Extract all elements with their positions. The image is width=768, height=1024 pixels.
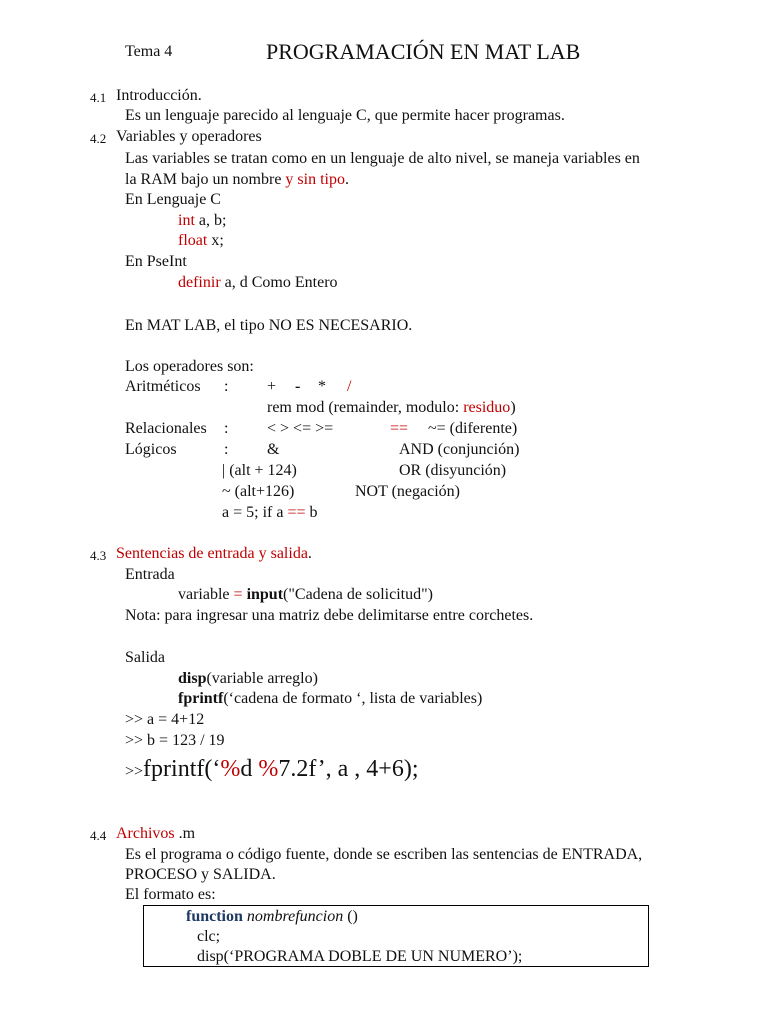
comparison-example: a = 5; if a == b <box>222 504 318 521</box>
operators-intro: Los operadores son: <box>125 358 254 375</box>
section-number-4-1: 4.1 <box>90 90 107 105</box>
op-plus: + <box>267 378 277 395</box>
pseint-label: En PseInt <box>125 253 187 270</box>
fprintf-statement: fprintf(‘cadena de formato ‘, lista de variables) <box>178 690 483 707</box>
page-title: PROGRAMACIÓN EN MAT LAB <box>266 39 581 64</box>
code-line-disp: disp(‘PROGRAMA DOBLE DE UN NUMERO’); <box>197 948 523 965</box>
op-or-desc: OR (disyunción) <box>399 462 507 479</box>
keyword-float: float <box>178 232 208 249</box>
relational-operators: < > <= >= <box>267 420 334 437</box>
op-multiply: * <box>318 378 326 395</box>
disp-statement: disp(variable arreglo) <box>178 670 318 687</box>
op-not-equal: ~= (diferente) <box>428 420 518 437</box>
entrada-label: Entrada <box>125 566 175 583</box>
lenguaje-c-label: En Lenguaje C <box>125 191 221 208</box>
op-or-symbol: | (alt + 124) <box>222 462 297 479</box>
intro-text: Es un lenguaje parecido al lenguaje C, que permite hacer programas. <box>125 107 565 124</box>
keyword-definir: definir <box>178 274 221 291</box>
op-divide: / <box>347 378 352 395</box>
highlight-residuo: residuo <box>463 399 511 416</box>
input-statement: variable = input("Cadena de solicitud") <box>178 586 433 603</box>
keyword-int: int <box>178 212 195 229</box>
keyword-function: function <box>186 908 243 925</box>
section-heading-introduccion: Introducción. <box>116 87 202 104</box>
section-heading-entrada-salida: Sentencias de entrada y salida. <box>116 545 312 562</box>
section-heading-archivos: Archivos .m <box>116 825 196 842</box>
op-equal: == <box>390 420 409 437</box>
matlab-type-note: En MAT LAB, el tipo NO ES NECESARIO. <box>125 317 413 334</box>
archivos-paragraph-line1: Es el programa o código fuente, donde se escriben las sentencias de ENTRADA, <box>125 846 643 863</box>
c-int-declaration: int a, b; <box>178 212 227 229</box>
highlight-sin-tipo: y sin tipo <box>285 171 345 188</box>
op-not-desc: NOT (negación) <box>355 483 460 500</box>
pseint-declaration: definir a, d Como Entero <box>178 274 338 291</box>
variables-paragraph-line1: Las variables se tratan como en un lenguaje de alto nivel, se maneja variables en <box>125 150 640 167</box>
code-line-clc: clc; <box>197 928 221 945</box>
archivos-paragraph-line2: PROCESO y SALIDA. <box>125 866 276 883</box>
section-number-4-4: 4.4 <box>90 828 107 843</box>
matrix-note: Nota: para ingresar una matriz debe delimitarse entre corchetes. <box>125 607 534 624</box>
op-not-symbol: ~ (alt+126) <box>222 483 295 500</box>
variables-paragraph-line2: la RAM bajo un nombre y sin tipo. <box>125 171 349 188</box>
function-name: nombrefuncion <box>246 908 344 925</box>
arithmetic-label: Aritméticos <box>125 378 201 395</box>
rem-mod-line: rem mod (remainder, modulo: residuo) <box>267 399 516 416</box>
relational-colon: : <box>224 420 229 437</box>
c-float-declaration: float x; <box>178 232 224 249</box>
highlight-equal: == <box>287 504 306 521</box>
op-minus: - <box>295 378 301 395</box>
example-line-1: >> a = 4+12 <box>125 711 205 728</box>
section-number-4-2: 4.2 <box>90 131 107 146</box>
salida-label: Salida <box>125 649 165 666</box>
op-and-symbol: & <box>267 441 280 458</box>
keyword-input: input <box>246 586 284 603</box>
arithmetic-colon: : <box>224 378 229 395</box>
section-number-4-3: 4.3 <box>90 548 107 563</box>
op-and-desc: AND (conjunción) <box>399 441 520 458</box>
logical-label: Lógicos <box>125 441 177 458</box>
keyword-fprintf: fprintf <box>178 690 224 707</box>
tema-label: Tema 4 <box>125 43 173 60</box>
section-heading-variables: Variables y operadores <box>116 128 262 145</box>
logical-colon: : <box>224 441 229 458</box>
example-line-2: >> b = 123 / 19 <box>125 732 225 749</box>
code-line-function: function nombrefuncion () <box>186 908 358 925</box>
relational-label: Relacionales <box>125 420 207 437</box>
keyword-disp: disp <box>178 670 207 687</box>
format-label: El formato es: <box>125 886 216 903</box>
example-line-3: >>fprintf(‘%d %7.2f’, a , 4+6); <box>125 756 419 782</box>
